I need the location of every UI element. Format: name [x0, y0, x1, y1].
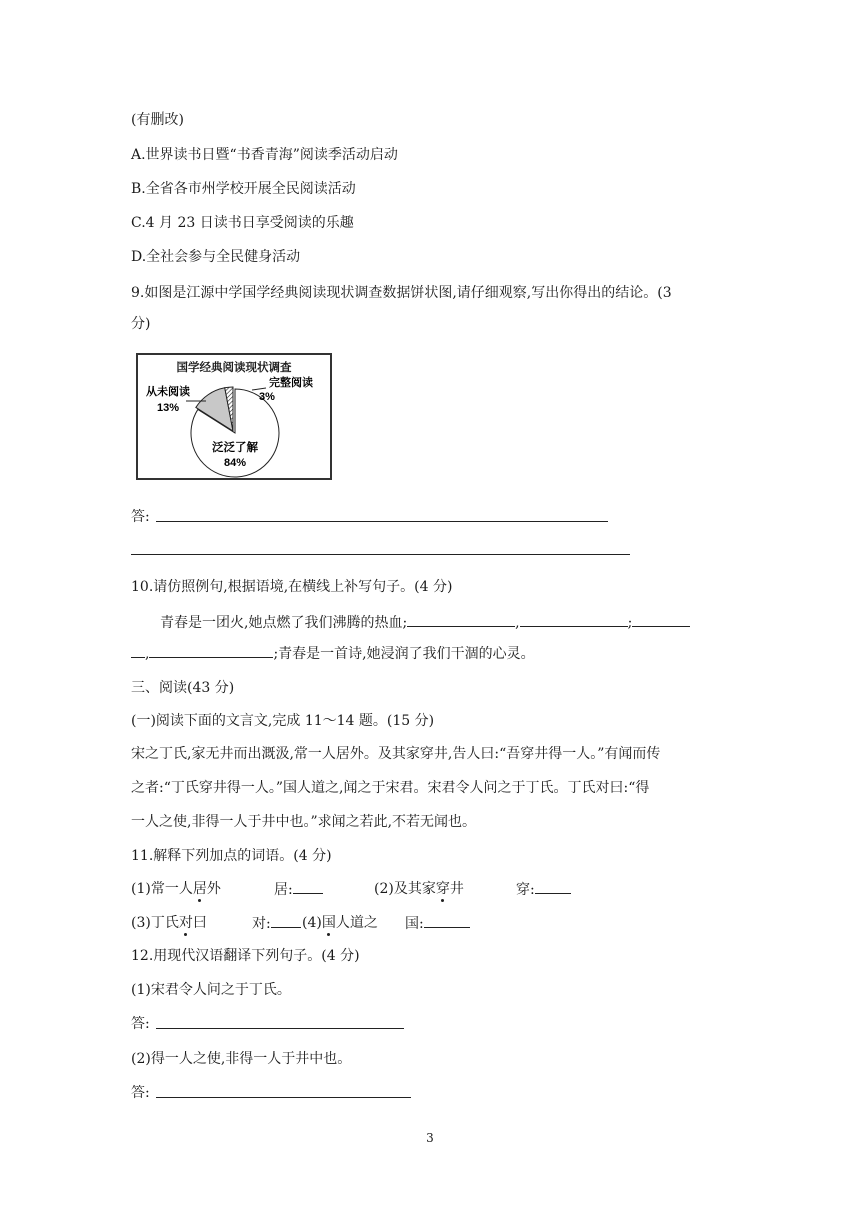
answer-label-12-2: 答: [131, 1085, 150, 1101]
q11-blank-2[interactable] [535, 879, 571, 894]
slice-label-partial: 泛泛了解 [212, 442, 258, 454]
blank-3[interactable] [632, 612, 690, 627]
q11-item-4-answer: 国: [405, 913, 470, 934]
q11-item-3-answer: 对: [252, 913, 301, 934]
chart-title: 国学经典阅读现状调查 [176, 362, 292, 374]
answer-label-12-1: 答: [131, 1016, 150, 1032]
option-b: B.全省各市州学校开展全民阅读活动 [131, 181, 356, 197]
question-10-example [160, 612, 690, 633]
q11-blank-3[interactable] [271, 913, 301, 928]
pie-chart [138, 355, 330, 478]
comma-1: , [515, 615, 520, 631]
section-3-1-heading: (一)阅读下面的文言文,完成 11～14 题。(15 分) [131, 713, 435, 729]
q11-item-3: (3)丁氏对曰 [131, 915, 207, 931]
blank-4[interactable] [131, 643, 145, 658]
answer-line-12-2[interactable] [156, 1097, 411, 1098]
blank-5[interactable] [149, 643, 273, 658]
q11-item-1-answer: 居: [274, 879, 323, 900]
q11-item-2: (2)及其家穿井 [374, 881, 464, 897]
slice-label-never: 从未阅读 [146, 386, 190, 398]
slice-value-complete: 3% [259, 391, 275, 403]
answer-label-9: 答: [131, 509, 150, 525]
page-number: 3 [426, 1131, 434, 1145]
example-sentence-end: ;青春是一首诗,她浸润了我们干涸的心灵。 [273, 646, 535, 662]
q11-blank-4[interactable] [424, 913, 470, 928]
classical-text-line-2: 之者:“丁氏穿井得一人。”国人道之,闻之于宋君。宋君令人问之于丁氏。丁氏对曰:“得 [131, 780, 650, 796]
q11-blank-1[interactable] [293, 879, 323, 894]
blank-1[interactable] [407, 612, 515, 627]
pie-chart-box [136, 353, 332, 480]
slice-value-never: 13% [156, 402, 180, 414]
q11-item-1: (1)常一人居外 [131, 881, 221, 897]
leader-line-complete [252, 388, 266, 390]
answer-line-12-1[interactable] [156, 1028, 404, 1029]
classical-text-line-3: 一人之使,非得一人于井中也。”求闻之若此,不若无闻也。 [131, 814, 477, 830]
option-a: A.世界读书日暨“书香青海”阅读季活动启动 [131, 147, 398, 163]
omission-note: (有删改) [131, 112, 184, 128]
q12-item-1: (1)宋君令人问之于丁氏。 [131, 982, 291, 998]
slice-label-complete: 完整阅读 [269, 377, 313, 389]
blank-2[interactable] [520, 612, 628, 627]
q11-item-4: (4)国人道之 [302, 915, 378, 931]
question-11: 11.解释下列加点的词语。(4 分) [131, 848, 332, 864]
semicolon-1: ; [627, 615, 633, 631]
classical-text-line-1: 宋之丁氏,家无井而出溉汲,常一人居外。及其家穿井,告人曰:“吾穿井得一人。”有闻而传 [131, 746, 661, 762]
comma-2: , [145, 646, 150, 662]
option-d: D.全社会参与全民健身活动 [131, 249, 301, 265]
answer-line-9b[interactable] [131, 554, 630, 555]
question-9-cont: 分) [131, 316, 151, 332]
q11-item-2-answer: 穿: [516, 879, 571, 900]
question-10-example-cont [131, 643, 535, 664]
question-9: 9.如图是江源中学国学经典阅读现状调查数据饼状图,请仔细观察,写出你得出的结论。(3 [131, 285, 672, 301]
slice-value-partial: 84% [223, 457, 247, 469]
question-12: 12.用现代汉语翻译下列句子。(4 分) [131, 948, 360, 964]
question-10: 10.请仿照例句,根据语境,在横线上补写句子。(4 分) [131, 579, 453, 595]
q12-item-2: (2)得一人之使,非得一人于井中也。 [131, 1051, 352, 1067]
option-c: C.4 月 23 日读书日享受阅读的乐趣 [131, 215, 354, 231]
example-sentence: 青春是一团火,她点燃了我们沸腾的热血; [160, 615, 408, 631]
answer-line-9a[interactable] [156, 521, 608, 522]
section-3-heading: 三、阅读(43 分) [131, 680, 235, 696]
